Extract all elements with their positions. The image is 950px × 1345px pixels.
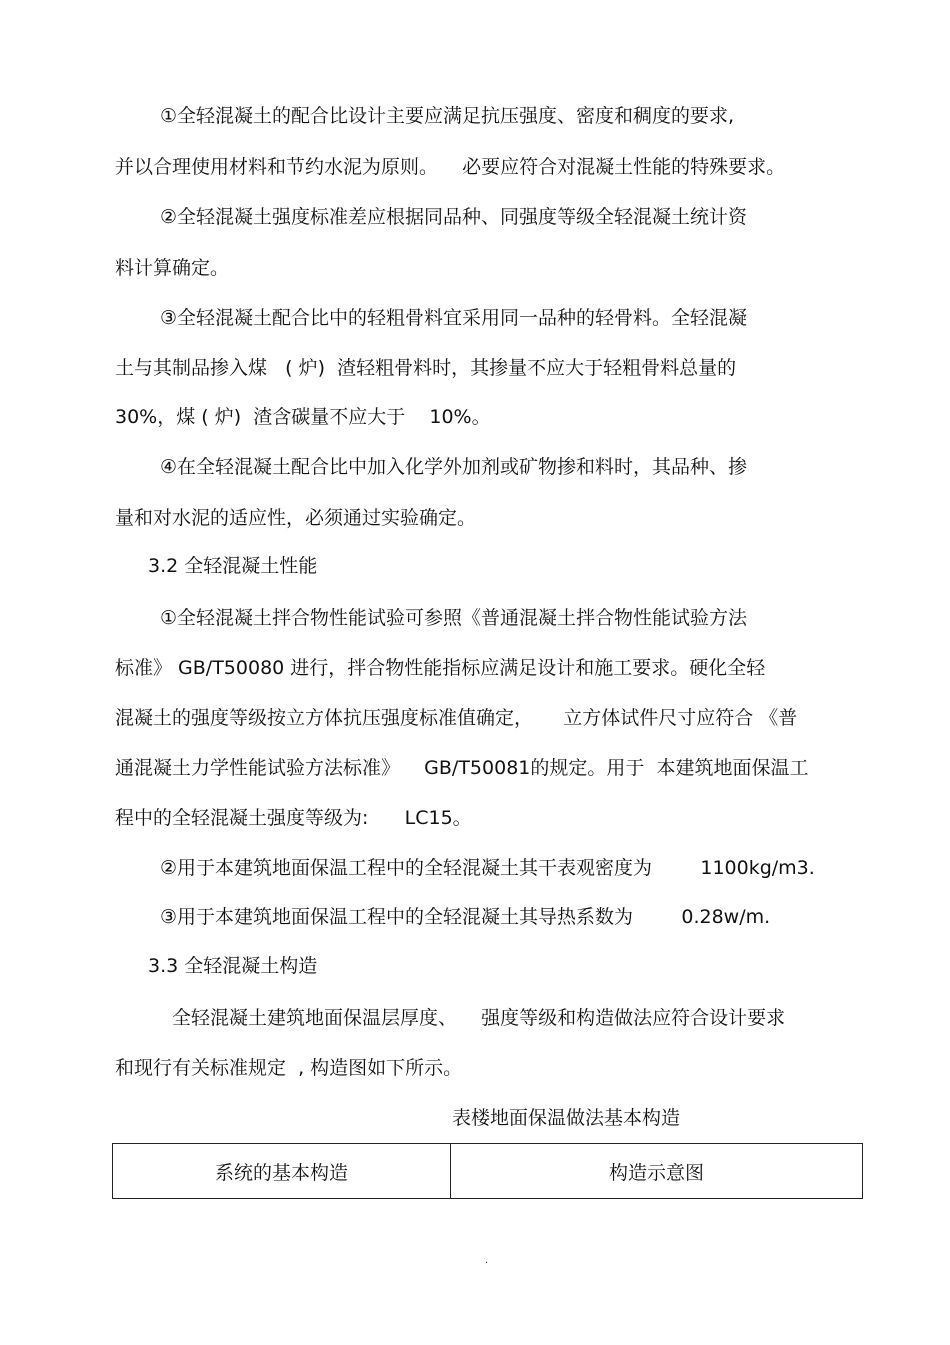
table-header-row [113, 1144, 863, 1199]
paragraph-2-line-2: 料计算确定。 [115, 257, 230, 279]
paragraph-5-line-4: 通混凝土力学性能试验方法标准》 GB/T50081的规定。用于 本建筑地面保温工 [115, 757, 809, 779]
section-heading-3-2: 3.2 全轻混凝土性能 [148, 555, 318, 577]
paragraph-2-line-1: ②全轻混凝土强度标准差应根据同品种、同强度等级全轻混凝土统计资 [160, 206, 748, 228]
paragraph-7: ③用于本建筑地面保温工程中的全轻混凝土其导热系数为 0.28w/m. [160, 906, 771, 928]
paragraph-5-line-1: ①全轻混凝土拌合物性能试验可参照《普通混凝土拌合物性能试验方法 [160, 607, 748, 629]
paragraph-5-line-3: 混凝土的强度等级按立方体抗压强度标准值确定， 立方体试件尺寸应符合 《普 [115, 707, 798, 729]
paragraph-5-line-2: 标准》 GB/T50080 进行，拌合物性能指标应满足设计和施工要求。硬化全轻 [115, 657, 766, 679]
paragraph-6: ②用于本建筑地面保温工程中的全轻混凝土其干表观密度为 1100kg/m3. [160, 857, 815, 879]
paragraph-1-line-2: 并以合理使用材料和节约水泥为原则。 必要应符合对混凝土性能的特殊要求。 [115, 156, 786, 178]
paragraph-3-line-2: 土与其制品掺入煤 ( 炉) 渣轻粗骨料时，其掺量不应大于轻粗骨料总量的 [115, 357, 737, 379]
paragraph-4-line-2: 量和对水泥的适应性，必须通过实验确定。 [115, 507, 477, 529]
paragraph-3-line-1: ③全轻混凝土配合比中的轻粗骨料宜采用同一品种的轻骨料。全轻混凝 [160, 307, 748, 329]
table-caption: 表楼地面保温做法基本构造 [452, 1107, 681, 1129]
table-header-schematic-diagram: 构造示意图 [451, 1144, 863, 1199]
paragraph-8-line-2: 和现行有关标准规定 , 构造图如下所示。 [115, 1057, 463, 1079]
table-header-basic-structure: 系统的基本构造 [113, 1144, 451, 1199]
paragraph-3-line-3: 30%，煤 ( 炉) 渣含碳量不应大于 10%。 [115, 406, 491, 428]
construction-table [112, 1143, 863, 1199]
paragraph-4-line-1: ④在全轻混凝土配合比中加入化学外加剂或矿物掺和料时，其品种、掺 [160, 456, 748, 478]
paragraph-8-line-1: 全轻混凝土建筑地面保温层厚度、 强度等级和构造做法应符合设计要求 [172, 1007, 786, 1029]
section-heading-3-3: 3.3 全轻混凝土构造 [148, 955, 318, 977]
footer-mark: . [485, 1255, 489, 1266]
paragraph-5-line-5: 程中的全轻混凝土强度等级为: LC15。 [115, 807, 472, 829]
paragraph-1-line-1: ①全轻混凝土的配合比设计主要应满足抗压强度、密度和稠度的要求, [160, 105, 735, 127]
